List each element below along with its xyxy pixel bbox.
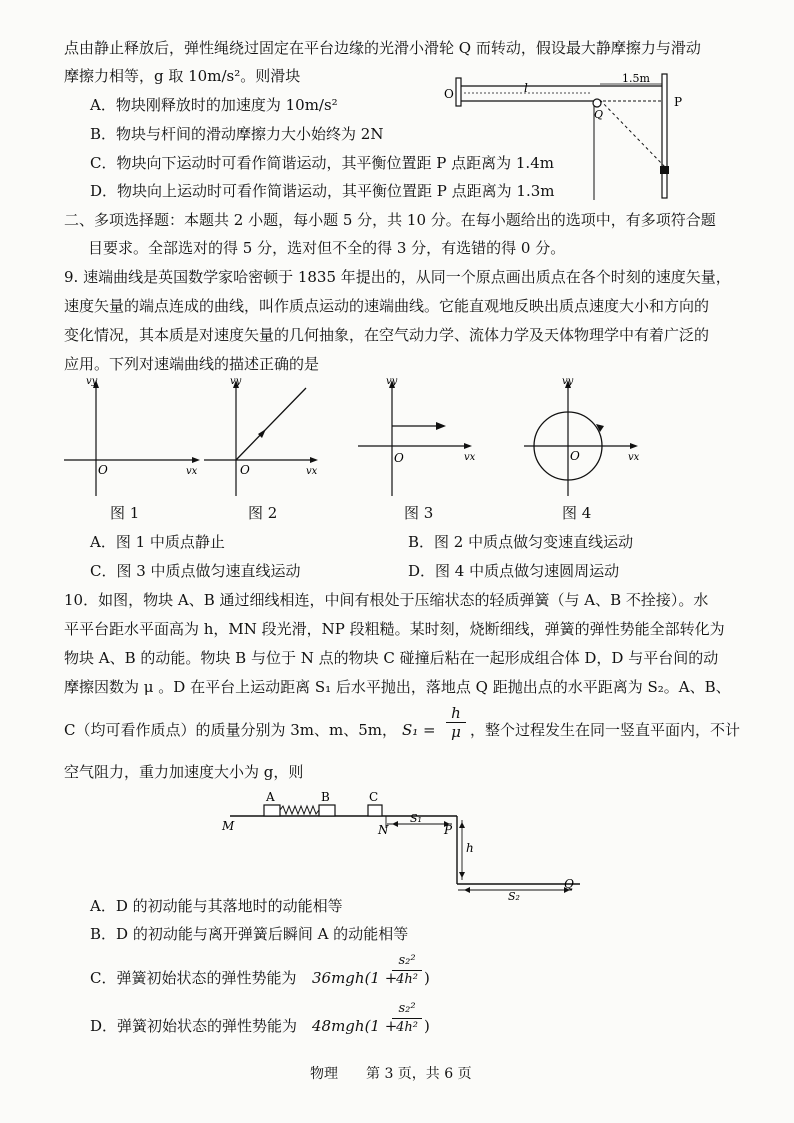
q10-label-b: B [321, 790, 330, 804]
q9-caption-4: 图 4 [562, 504, 592, 522]
q10-label-s1: S₁ [410, 812, 422, 825]
q10-option-d-fraction [392, 1000, 422, 1037]
q10-option-d-close: ) [424, 1017, 430, 1035]
q9-fig1-y-label: vy [86, 376, 98, 387]
q10-line6: 空气阻力，重力加速度大小为 g，则 [64, 763, 304, 781]
q10-option-c-close: ) [424, 969, 430, 987]
q9-fig1-origin: O [98, 463, 108, 477]
q10-line5-pre: C（均可看作质点）的质量分别为 3m、m、5m， [64, 721, 398, 739]
q9-figure-4 [518, 374, 668, 504]
q10-option-a: A．D 的初动能与其落地时的动能相等 [90, 897, 343, 915]
q8-option-c: C．物块向下运动时可看作简谐运动，其平衡位置距 P 点距离为 1.4m [90, 154, 554, 172]
q10-option-d-num: s₂² [398, 1001, 416, 1016]
q10-option-c-coef: 36mgh(1 + [312, 969, 398, 987]
q9-option-c: C．图 3 中质点做匀速直线运动 [90, 562, 301, 580]
q10-formula-num: h [451, 704, 461, 722]
q8-option-b: B．物块与杆间的滑动摩擦力大小始终为 2N [90, 125, 384, 143]
q9-fig3-origin: O [394, 451, 404, 465]
q10-label-h: h [466, 841, 474, 855]
page-footer: 物理 第 3 页，共 6 页 [310, 1066, 472, 1082]
q9-fig3-y-label: vy [386, 376, 398, 387]
q10-label-a: A [266, 790, 275, 804]
q9-caption-2: 图 2 [248, 504, 278, 522]
q10-label-q: Q [564, 877, 574, 891]
q10-label-s2: S₂ [508, 890, 520, 903]
q10-option-b: B．D 的初动能与离开弹簧后瞬间 A 的动能相等 [90, 925, 409, 943]
q8-line2: 摩擦力相等，g 取 10m/s²。则滑块 [64, 67, 301, 85]
q10-label-p: P [444, 823, 453, 837]
q10-formula-den: μ [451, 723, 461, 741]
q9-fig3-x-label: vx [464, 452, 476, 463]
q9-caption-1: 图 1 [110, 504, 140, 522]
q10-label-m: M [222, 819, 235, 833]
q10-line4: 摩擦因数为 μ 。D 在平台上运动距离 S₁ 后水平抛出，落地点 Q 距抛出点的水平距离为 S₂。A、B、 [64, 678, 731, 696]
q10-option-c-num: s₂² [398, 953, 416, 968]
q10-option-d-text: D．弹簧初始状态的弹性势能为 [90, 1017, 298, 1035]
q8-label-p: P [674, 95, 683, 109]
section2-line1: 二、多项选择题：本题共 2 小题，每小题 5 分，共 10 分。在每小题给出的选项中，有多项符合题 [64, 211, 716, 229]
q9-fig4-x-label: vx [628, 452, 640, 463]
q9-caption-3: 图 3 [404, 504, 434, 522]
q9-line4: 应用。下列对速端曲线的描述正确的是 [64, 355, 320, 373]
q9-fig4-y-label: vy [562, 376, 574, 387]
q10-option-c-fraction [392, 952, 422, 989]
q10-formula-lhs: S₁ = [402, 721, 436, 739]
q10-label-n: N [378, 823, 389, 837]
q9-line1: 9. 速端曲线是英国数学家哈密顿于 1835 年提出的，从同一个原点画出质点在各个时刻的速度矢量， [64, 268, 731, 286]
q10-option-d-den: 4h² [396, 1020, 418, 1035]
q10-figure [220, 788, 600, 903]
q10-label-c: C [369, 790, 379, 804]
q9-fig2-y-label: vy [230, 376, 242, 387]
q8-option-a: A．物块刚释放时的加速度为 10m/s² [90, 96, 338, 114]
q9-fig2-origin: O [240, 463, 250, 477]
q9-fig4-origin: O [570, 449, 580, 463]
q10-line2: 平平台距水平面高为 h，MN 段光滑，NP 段粗糙。某时刻，烧断细线，弹簧的弹性势能全部转化为 [64, 620, 725, 638]
q8-figure [440, 70, 700, 200]
q9-fig2-x-label: vx [306, 466, 318, 477]
q10-option-c-den: 4h² [396, 972, 418, 987]
section2-line2: 目要求。全部选对的得 5 分，选对但不全的得 3 分，有选错的得 0 分。 [88, 239, 566, 257]
q9-option-a: A．图 1 中质点静止 [90, 533, 225, 551]
q10-formula-fraction [446, 704, 466, 741]
q9-line3: 变化情况，其本质是对速度矢量的几何抽象，在空气动力学、流体力学及天体物理学中有着广泛的 [64, 326, 710, 344]
q10-option-d-coef: 48mgh(1 + [312, 1017, 398, 1035]
q8-line1: 点由静止释放后，弹性绳绕过固定在平台边缘的光滑小滑轮 Q 而转动，假设最大静摩擦力与滑动 [64, 39, 701, 57]
q10-line3: 物块 A、B 的动能。物块 B 与位于 N 点的物块 C 碰撞后粘在一起形成组合体 D，D 与平台间的动 [64, 649, 719, 667]
q9-line2: 速度矢量的端点连成的曲线，叫作质点运动的速端曲线。它能直观地反映出质点速度大小和方向的 [64, 297, 710, 315]
q9-figure-3 [352, 374, 502, 504]
q10-option-c-text: C．弹簧初始状态的弹性势能为 [90, 969, 297, 987]
q8-label-l: l [524, 81, 528, 95]
q9-option-d: D．图 4 中质点做匀速圆周运动 [408, 562, 620, 580]
q10-line1: 10．如图，物块 A、B 通过细线相连，中间有根处于压缩状态的轻质弹簧（与 A、B 不拴接）。水 [64, 591, 709, 609]
q9-fig1-x-label: vx [186, 466, 198, 477]
q9-option-b: B．图 2 中质点做匀变速直线运动 [408, 533, 634, 551]
q9-figure-1 [60, 374, 210, 504]
q9-figure-2 [202, 374, 352, 504]
q10-line5-post: ，整个过程发生在同一竖直平面内，不计 [470, 721, 741, 739]
q8-option-d: D．物块向上运动时可看作简谐运动，其平衡位置距 P 点距离为 1.3m [90, 182, 555, 200]
q8-label-dist: 1.5m [622, 72, 650, 85]
q8-label-o: O [444, 87, 454, 101]
q8-label-q: Q [594, 108, 604, 121]
